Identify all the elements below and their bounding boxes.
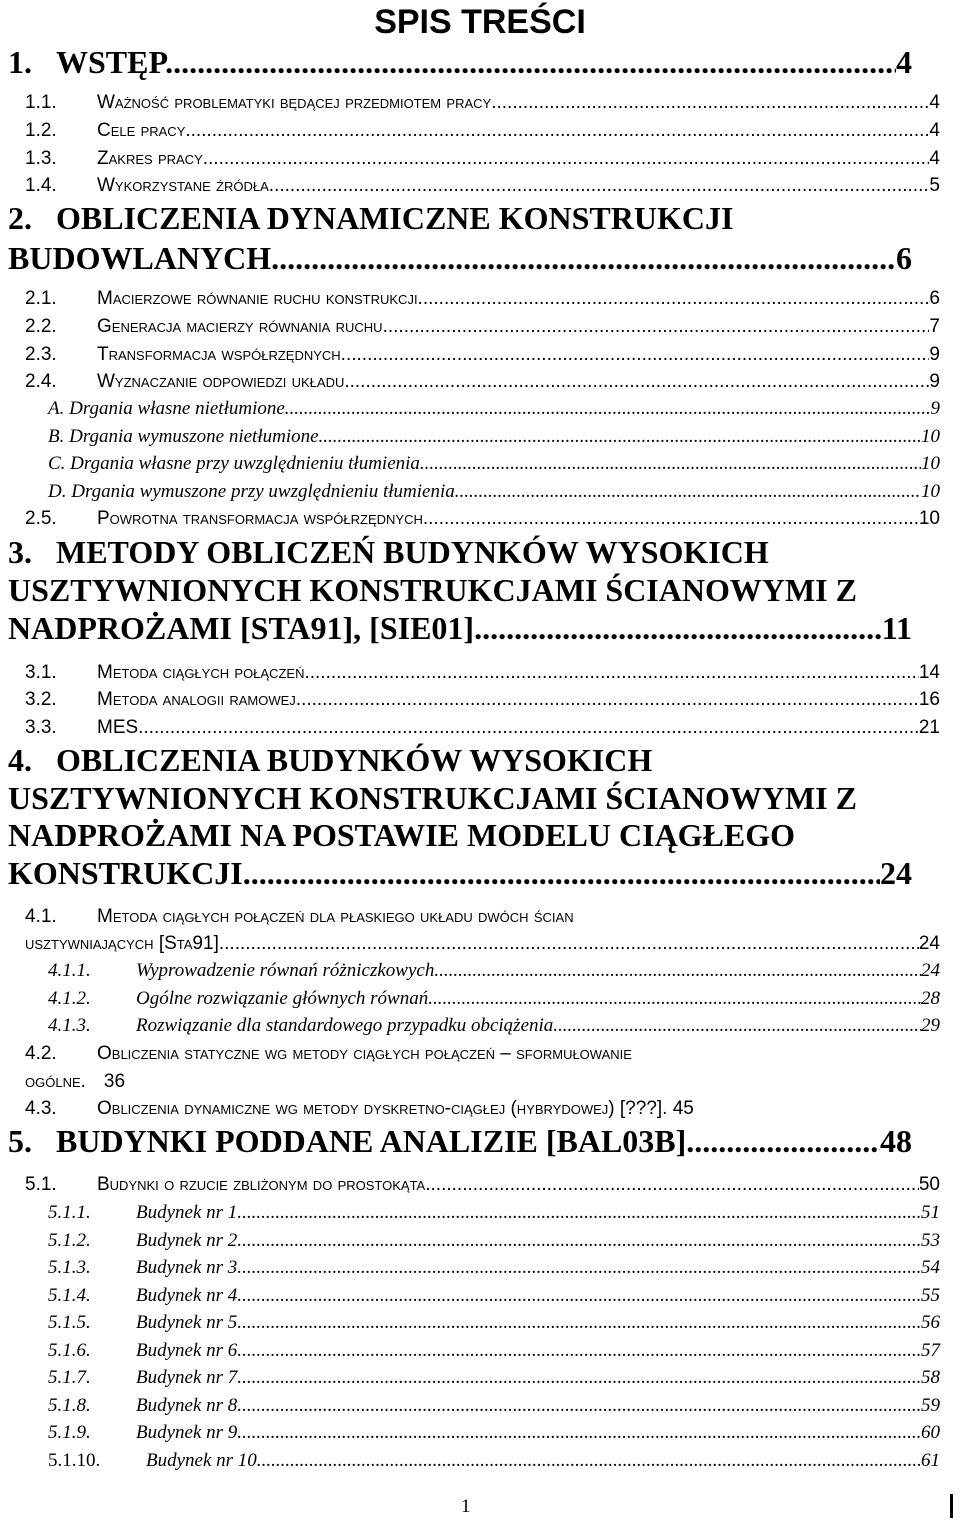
dot-leader <box>482 610 882 647</box>
dot-leader <box>173 44 896 81</box>
toc-entry-2-line1[interactable] <box>8 200 733 237</box>
entry-title: Powrotna transformacja współrzędnych. <box>97 508 429 529</box>
toc-entry-5-1-1[interactable] <box>48 1202 940 1224</box>
entry-page: 29 <box>921 1015 940 1036</box>
entry-title-cont: BUDOWLANYCH. <box>8 240 280 276</box>
entry-title: B. Drgania wymuszone nietłumione. <box>48 426 324 447</box>
toc-entry-5-1-5[interactable] <box>48 1312 940 1334</box>
margin-mark <box>950 1494 953 1518</box>
toc-entry-5-1-7[interactable] <box>48 1367 940 1389</box>
dot-leader <box>242 1257 921 1279</box>
entry-page: 16 <box>918 689 940 710</box>
entry-title: BUDYNKI PODDANE ANALIZIE [BAL03B]. <box>56 1123 695 1159</box>
entry-number: 5.1.7. <box>48 1367 91 1388</box>
entry-title-cont: NADPROŻAMI [STA91], [SIE01]. <box>8 610 483 646</box>
toc-entry-2-4[interactable] <box>25 371 940 393</box>
toc-entry-2-3[interactable] <box>25 344 940 366</box>
entry-page: 10 <box>921 426 940 447</box>
entry-page: 4 <box>929 92 940 113</box>
dot-leader <box>346 344 929 366</box>
toc-entry-3-line1[interactable] <box>8 534 769 571</box>
entry-title: Generacja macierzy równania ruchu. <box>97 316 388 337</box>
dot-leader <box>439 960 921 982</box>
entry-number: 5.1.8. <box>48 1395 91 1416</box>
toc-entry-1-2[interactable] <box>25 120 940 142</box>
entry-page: 55 <box>921 1285 940 1306</box>
entry-number: 1.4. <box>25 175 57 196</box>
dot-leader <box>496 92 929 114</box>
entry-page: 4 <box>929 120 940 141</box>
entry-title: Budynek nr 6. <box>136 1340 243 1361</box>
entry-page: 5 <box>929 175 940 196</box>
entry-title: Ogólne rozwiązanie głównych równań. <box>136 988 433 1009</box>
toc-entry-4-line4[interactable] <box>8 855 912 892</box>
dot-leader <box>224 933 919 955</box>
entry-title: Obliczenia statyczne wg metody ciągłych połączeń – sformułowanie <box>97 1043 632 1064</box>
toc-entry-4-line2[interactable] <box>8 780 857 817</box>
dot-leader <box>242 1367 921 1389</box>
entry-number: 3.2. <box>25 689 57 710</box>
entry-page: 9 <box>929 344 940 365</box>
toc-entry-4-1-line1[interactable] <box>25 906 574 928</box>
entry-title: METODY OBLICZEŃ BUDYNKÓW WYSOKICH <box>56 534 769 570</box>
entry-title: OBLICZENIA BUDYNKÓW WYSOKICH <box>56 742 653 778</box>
toc-entry-1-3[interactable] <box>25 148 940 170</box>
dot-leader <box>558 1015 921 1037</box>
entry-page: 54 <box>921 1257 940 1278</box>
entry-title: Transformacja współrzędnych. <box>97 344 346 365</box>
entry-title-cont: usztywniających [Sta91]. <box>25 933 225 954</box>
entry-number: 5.1.10. <box>48 1450 101 1471</box>
dot-leader <box>388 316 930 338</box>
entry-number: 5.1.5. <box>48 1312 91 1333</box>
entry-title: Budynek nr 2. <box>136 1230 243 1251</box>
entry-page: 57 <box>921 1340 940 1361</box>
entry-page: 24 <box>921 960 940 981</box>
entry-title-suffix: ??]. <box>635 1098 668 1119</box>
entry-page: 21 <box>918 717 940 738</box>
toc-entry-4-line3[interactable] <box>8 817 795 854</box>
toc-entry-5-1-2[interactable] <box>48 1230 940 1252</box>
entry-number: 3. <box>8 534 32 570</box>
dot-leader <box>262 1450 921 1472</box>
entry-number: 2.5. <box>25 508 57 529</box>
entry-title: WSTĘP. <box>56 44 174 80</box>
dot-leader <box>251 855 880 892</box>
entry-page: 45 <box>672 1098 694 1119</box>
entry-number: 5. <box>8 1123 32 1159</box>
entry-number: 5.1. <box>25 1174 57 1195</box>
entry-page: 6 <box>929 288 940 309</box>
toc-entry-1-4[interactable] <box>25 175 940 197</box>
dot-leader <box>290 398 931 420</box>
entry-page: 4 <box>896 44 912 80</box>
dot-leader <box>143 717 918 739</box>
dot-leader <box>433 988 921 1010</box>
entry-title: Metoda ciągłych połączeń dla płaskiego układu dwóch ścian <box>97 906 574 927</box>
entry-page: 28 <box>921 988 940 1009</box>
toc-entry-4-1-1[interactable] <box>48 960 940 982</box>
entry-page: 59 <box>921 1395 940 1416</box>
entry-number: 2.1. <box>25 288 57 309</box>
entry-page: 10 <box>918 508 940 529</box>
entry-page: 6 <box>896 240 912 276</box>
toc-title: SPIS TREŚCI <box>374 3 586 41</box>
entry-page: 14 <box>918 662 940 683</box>
toc-entry-4-1-line2[interactable] <box>25 933 940 955</box>
dot-leader <box>428 508 919 530</box>
entry-title: OBLICZENIA DYNAMICZNE KONSTRUKCJI <box>56 200 734 236</box>
dot-leader <box>459 481 921 503</box>
entry-page: 10 <box>921 481 940 502</box>
toc-entry-2-4-b[interactable] <box>48 426 940 448</box>
entry-title: Budynek nr 10. <box>146 1450 262 1471</box>
entry-page: 4 <box>929 148 940 169</box>
entry-title: Budynek nr 1. <box>136 1202 243 1223</box>
entry-page: 51 <box>921 1202 940 1223</box>
toc-entry-4-1-2[interactable] <box>48 988 940 1010</box>
entry-title: Obliczenia dynamiczne wg metody dyskretno-ciągłej (hybrydowej) [? <box>97 1098 636 1119</box>
entry-title: Budynek nr 9. <box>136 1422 243 1443</box>
entry-title-cont: NADPROŻAMI NA POSTAWIE MODELU CIĄGŁEGO <box>8 817 796 853</box>
toc-entry-4-2-line1[interactable] <box>25 1043 632 1065</box>
toc-entry-4-2-line2[interactable] <box>25 1071 125 1093</box>
toc-entry-1-1[interactable] <box>25 92 940 114</box>
dot-leader <box>242 1312 921 1334</box>
dot-leader <box>242 1230 921 1252</box>
toc-entry-3-1[interactable] <box>25 662 940 684</box>
entry-page: 36 <box>103 1071 126 1092</box>
dot-leader <box>694 1123 880 1160</box>
entry-title-cont: KONSTRUKCJI. <box>8 855 251 891</box>
entry-title: Wyznaczanie odpowiedzi układu. <box>97 371 350 392</box>
entry-page: 48 <box>880 1123 912 1159</box>
dot-leader <box>242 1340 921 1362</box>
toc-entry-3-line3[interactable] <box>8 610 912 647</box>
dot-leader <box>208 148 929 170</box>
toc-entry-5-1[interactable] <box>25 1174 940 1196</box>
toc-entry-4-3[interactable] <box>25 1098 694 1120</box>
dot-leader <box>423 288 930 310</box>
entry-number: 5.1.2. <box>48 1230 91 1251</box>
entry-title: Metoda analogii ramowej. <box>97 689 302 710</box>
entry-number: 1.1. <box>25 92 57 113</box>
toc-entry-3-2[interactable] <box>25 689 940 711</box>
toc-entry-1[interactable] <box>8 44 912 81</box>
entry-title: Wyprowadzenie równań różniczkowych. <box>136 960 440 981</box>
dot-leader <box>350 371 930 393</box>
dot-leader <box>274 175 929 197</box>
entry-title: D. Drgania wymuszone przy uwzględnieniu tłumienia. <box>48 481 460 502</box>
dot-leader <box>191 120 930 142</box>
toc-entry-2-1[interactable] <box>25 288 940 310</box>
dot-leader <box>279 240 896 277</box>
entry-number: 2.4. <box>25 371 57 392</box>
entry-title: Wykorzystane źródła. <box>97 175 275 196</box>
entry-title: A. Drgania własne nietłumione. <box>48 398 290 419</box>
toc-entry-4-1-3[interactable] <box>48 1015 940 1037</box>
entry-title: Budynek nr 3. <box>136 1257 243 1278</box>
entry-page: 24 <box>918 933 940 954</box>
entry-title: Zakres pracy. <box>97 148 209 169</box>
toc-entry-2-4-a[interactable] <box>48 398 940 420</box>
entry-title: Budynki o rzucie zbliżonym do prostokąta. <box>97 1174 431 1195</box>
toc-entry-5-1-4[interactable] <box>48 1285 940 1307</box>
toc-entry-5-1-10[interactable] <box>48 1450 940 1472</box>
toc-entry-2-4-d[interactable] <box>48 481 940 503</box>
entry-page: 10 <box>921 453 940 474</box>
dot-leader <box>242 1395 921 1417</box>
dot-leader <box>301 689 919 711</box>
entry-number: 5.1.3. <box>48 1257 91 1278</box>
entry-title: Rozwiązanie dla standardowego przypadku obciążenia. <box>136 1015 559 1036</box>
entry-number: 3.3. <box>25 717 57 738</box>
toc-entry-5-1-9[interactable] <box>48 1422 940 1444</box>
entry-number: 5.1.9. <box>48 1422 91 1443</box>
dot-leader <box>425 453 921 475</box>
entry-title: Budynek nr 4. <box>136 1285 243 1306</box>
entry-page: 58 <box>921 1367 940 1388</box>
entry-page: 53 <box>921 1230 940 1251</box>
entry-number: 4.1.3. <box>48 1015 91 1036</box>
entry-number: 1.2. <box>25 120 57 141</box>
entry-number: 4. <box>8 742 32 778</box>
toc-entry-2-5[interactable] <box>25 508 940 530</box>
toc-entry-2-line2[interactable] <box>8 240 912 277</box>
page-number: 1 <box>461 1496 471 1517</box>
dot-leader <box>310 662 919 684</box>
entry-title: Ważność problematyki będącej przedmiotem pracy. <box>97 92 497 113</box>
entry-page: 50 <box>918 1174 940 1195</box>
entry-title-cont: ogólne. <box>25 1071 86 1092</box>
entry-title: MES. <box>97 717 144 738</box>
entry-number: 5.1.1. <box>48 1202 91 1223</box>
entry-page: 24 <box>880 855 912 891</box>
entry-title: Budynek nr 7. <box>136 1367 243 1388</box>
entry-title-cont: USZTYWNIONYCH KONSTRUKCJAMI ŚCIANOWYMI Z <box>8 780 857 816</box>
toc-entry-5[interactable] <box>8 1123 912 1160</box>
entry-number: 1. <box>8 44 32 80</box>
toc-entry-2-2[interactable] <box>25 316 940 338</box>
entry-number: 4.2. <box>25 1043 57 1064</box>
toc-entry-3-3[interactable] <box>25 717 940 739</box>
entry-title-cont: USZTYWNIONYCH KONSTRUKCJAMI ŚCIANOWYMI Z <box>8 572 857 608</box>
entry-page: 61 <box>921 1450 940 1471</box>
entry-number: 2.3. <box>25 344 57 365</box>
entry-title: Metoda ciągłych połączeń. <box>97 662 310 683</box>
entry-title: Budynek nr 8. <box>136 1395 243 1416</box>
dot-leader <box>431 1174 919 1196</box>
entry-number: 5.1.4. <box>48 1285 91 1306</box>
entry-number: 4.1.2. <box>48 988 91 1009</box>
entry-title: C. Drgania własne przy uwzględnieniu tłumienia. <box>48 453 425 474</box>
entry-page: 56 <box>921 1312 940 1333</box>
entry-number: 5.1.6. <box>48 1340 91 1361</box>
entry-title: Budynek nr 5. <box>136 1312 243 1333</box>
entry-number: 2.2. <box>25 316 57 337</box>
toc-entry-5-1-6[interactable] <box>48 1340 940 1362</box>
toc-entry-2-4-c[interactable] <box>48 453 940 475</box>
toc-entry-3-line2[interactable] <box>8 572 857 609</box>
toc-entry-5-1-3[interactable] <box>48 1257 940 1279</box>
dot-leader <box>242 1202 921 1224</box>
entry-number: 4.1. <box>25 906 57 927</box>
entry-page: 11 <box>881 610 912 646</box>
dot-leader <box>242 1285 921 1307</box>
entry-number: 4.3. <box>25 1098 57 1119</box>
toc-entry-5-1-8[interactable] <box>48 1395 940 1417</box>
dot-leader <box>242 1422 921 1444</box>
entry-number: 4.1.1. <box>48 960 91 981</box>
entry-number: 3.1. <box>25 662 57 683</box>
entry-page: 9 <box>929 371 940 392</box>
entry-title: Cele pracy. <box>97 120 191 141</box>
entry-page: 9 <box>930 398 940 419</box>
toc-entry-4-line1[interactable] <box>8 742 652 779</box>
entry-number: 1.3. <box>25 148 57 169</box>
entry-page: 7 <box>929 316 940 337</box>
entry-number: 2. <box>8 200 32 236</box>
entry-title: Macierzowe równanie ruchu konstrukcji. <box>97 288 423 309</box>
dot-leader <box>323 426 921 448</box>
entry-page: 60 <box>921 1422 940 1443</box>
